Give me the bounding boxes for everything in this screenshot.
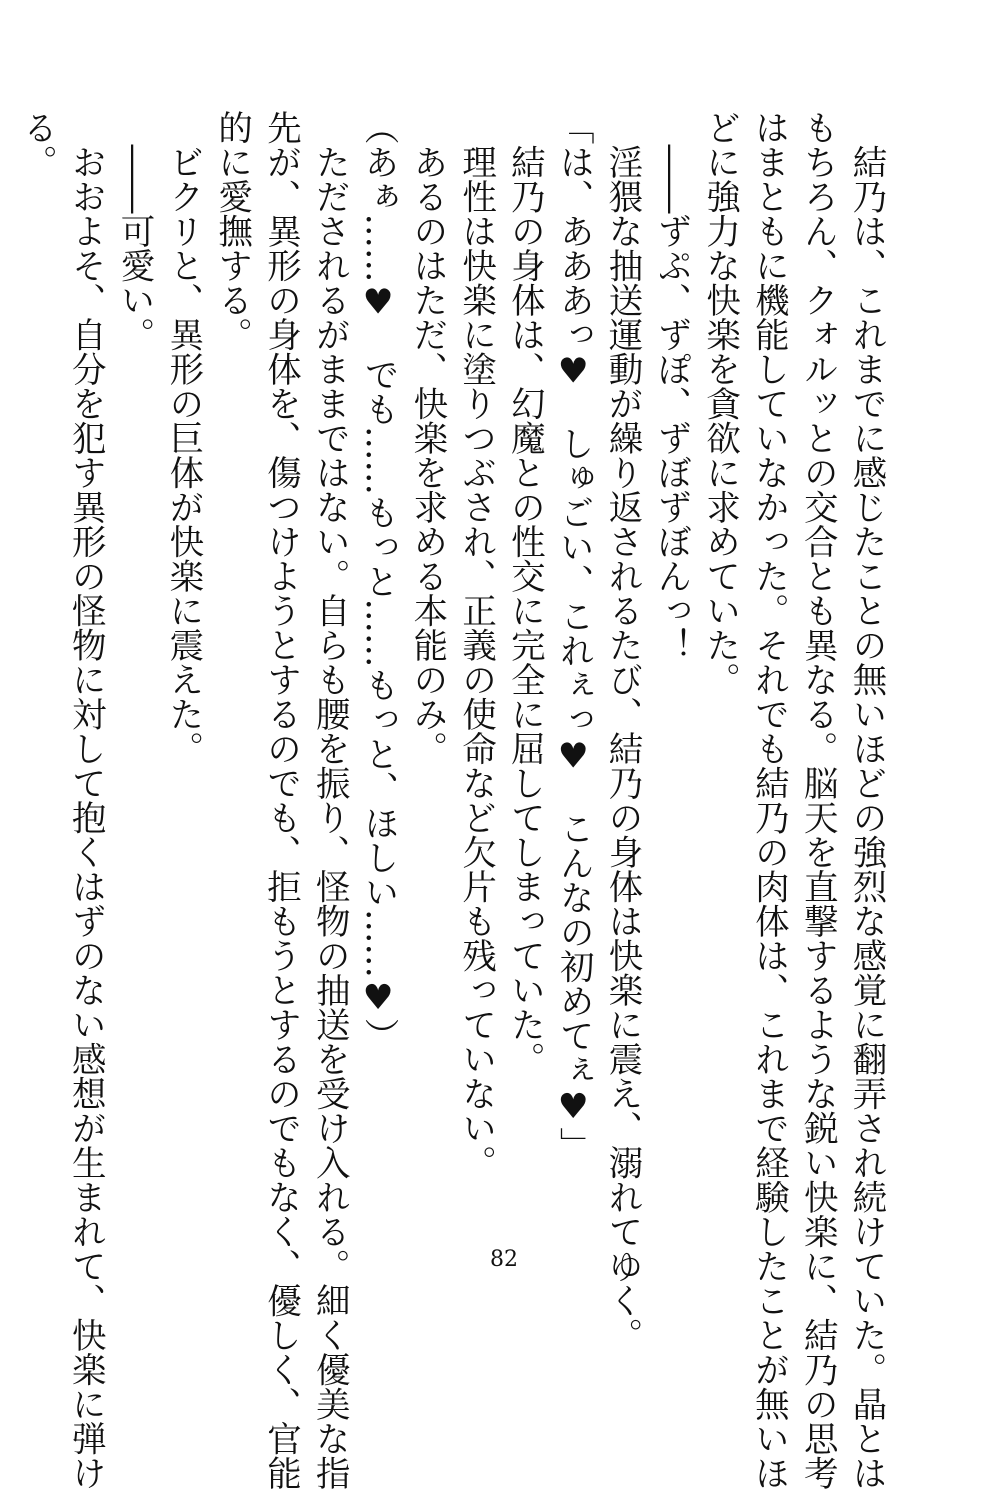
text-line: ただされるがままではない。自らも腰を振り、怪物の抽送を受け入れる。細く優美な指	[309, 110, 350, 1490]
text-line: 理性は快楽に塗りつぶされ、正義の使命など欠片も残っていない。	[455, 110, 496, 1180]
text-line: ビクリと、異形の巨体が快楽に震えた。	[162, 110, 203, 766]
text-line: はまともに機能していなかった。それでも結乃の肉体は、これまで経験したことが無いほ	[748, 110, 789, 1490]
text-line: 淫猥な抽送運動が繰り返されるたび、結乃の身体は快楽に震え、溺れてゆく。	[602, 110, 643, 1352]
text-line: ――可愛い。	[114, 110, 155, 352]
text-line: もちろん、クォルッとの交合とも異なる。脳天を直撃するような鋭い快楽に、結乃の思考	[797, 110, 838, 1490]
text-line: る。	[16, 110, 57, 179]
page-number: 82	[490, 1247, 518, 1272]
text-line: ――ずぷ、ずぽ、ずぼずぼんっ！	[650, 110, 691, 662]
text-line: 結乃の身体は、幻魔との性交に完全に屈してしまっていた。	[504, 110, 545, 1076]
text-line: 的に愛撫する。	[211, 110, 252, 352]
text-line: 「は、あああっ♥ しゅごい、これぇっ♥ こんなの初めてぇ♥」	[553, 110, 594, 1162]
text-line: おおよそ、自分を犯す異形の怪物に対して抱くはずのない感想が生まれて、快楽に弾け	[65, 110, 106, 1490]
text-line: 結乃は、これまでに感じたことの無いほどの強烈な感覚に翻弄され続けていた。晶とは	[846, 110, 886, 1490]
text-line: あるのはただ、快楽を求める本能のみ。	[406, 110, 447, 766]
text-line: どに強力な快楽を貪欲に求めていた。	[699, 110, 740, 697]
text-line: 先が、異形の身体を、傷つけようとするのでも、拒もうとするのでもなく、優しく、官能	[260, 110, 301, 1490]
text-line: （あぁ……♥ でも……もっと……もっと、ほしい……♥）	[358, 110, 399, 1053]
